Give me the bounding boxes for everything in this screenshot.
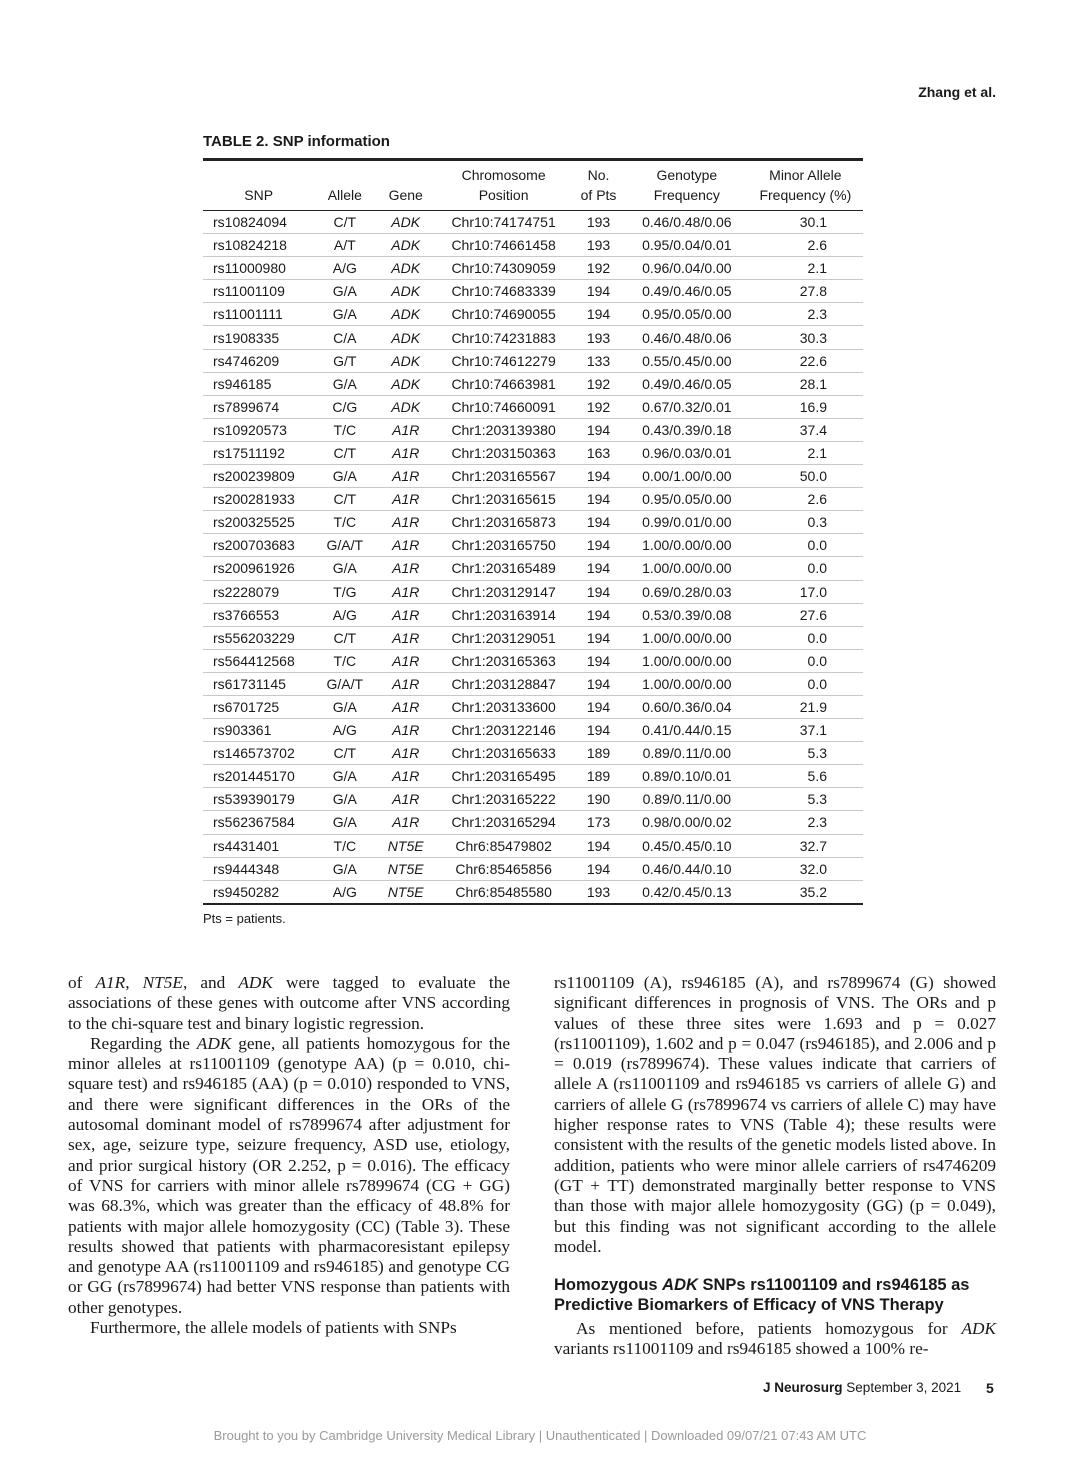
cell-snp: rs200325525 xyxy=(203,511,314,534)
cell-chrom: Chr1:203165294 xyxy=(436,811,571,834)
table-row xyxy=(203,580,863,603)
cell-snp: rs9450282 xyxy=(203,880,314,904)
cell-pts: 194 xyxy=(571,511,626,534)
table-row xyxy=(203,603,863,626)
cell-allele: T/C xyxy=(314,834,375,857)
table-row xyxy=(203,626,863,649)
cell-gene: A1R xyxy=(375,441,436,464)
table-row xyxy=(203,834,863,857)
header-maf-line1: Minor Allele xyxy=(769,167,842,183)
table-row xyxy=(203,303,863,326)
cell-gene: ADK xyxy=(375,211,436,234)
cell-snp: rs10824094 xyxy=(203,211,314,234)
cell-geno: 0.96/0.03/0.01 xyxy=(626,441,748,464)
cell-chrom: Chr1:203165873 xyxy=(436,511,571,534)
cell-gene: A1R xyxy=(375,811,436,834)
table-row xyxy=(203,257,863,280)
cell-gene: A1R xyxy=(375,765,436,788)
cell-maf: 35.2 xyxy=(748,880,863,904)
paragraph-left-2: Regarding the ADK gene, all patients homozygous for the minor alleles at rs11001109 (genotype AA) (p = 0.010, chi-square test) and rs946185 (AA) (p = 0.010) responded to VNS, and there were significant differences in the ORs of the autosomal dominant model of rs7899674 after adjustment for sex, age, seizure type, seizure frequency, ASD use, etiology, and prior surgical history (OR 2.252, p = 0.016). The efficacy of VNS for carriers with minor allele rs7899674 (CG + GG) was 68.3%, which was greater than the efficacy of 48.8% for patients with major allele homozygosity (CC) (Table 3). These results showed that patients with pharmacoresistant epilepsy and genotype AA (rs11001109 and rs946185) and genotype CG or GG (rs7899674) had better VNS response than patients with other genotypes. xyxy=(68,1033,510,1317)
cell-chrom: Chr1:203150363 xyxy=(436,441,571,464)
cell-chrom: Chr1:203129051 xyxy=(436,626,571,649)
table-row xyxy=(203,534,863,557)
cell-snp: rs7899674 xyxy=(203,395,314,418)
cell-allele: C/T xyxy=(314,441,375,464)
cell-chrom: Chr1:203128847 xyxy=(436,672,571,695)
cell-chrom: Chr1:203165750 xyxy=(436,534,571,557)
table-row xyxy=(203,372,863,395)
cell-snp: rs4746209 xyxy=(203,349,314,372)
cell-gene: ADK xyxy=(375,280,436,303)
cell-chrom: Chr1:203133600 xyxy=(436,695,571,718)
cell-maf: 28.1 xyxy=(748,372,863,395)
page-number: 5 xyxy=(986,1380,994,1396)
cell-geno: 0.45/0.45/0.10 xyxy=(626,834,748,857)
table-row xyxy=(203,326,863,349)
journal-name: J Neurosurg xyxy=(763,1380,843,1395)
cell-maf: 32.7 xyxy=(748,834,863,857)
cell-snp: rs4431401 xyxy=(203,834,314,857)
cell-maf: 0.0 xyxy=(748,672,863,695)
cell-geno: 0.42/0.45/0.13 xyxy=(626,880,748,904)
cell-allele: G/A xyxy=(314,465,375,488)
cell-maf: 30.3 xyxy=(748,326,863,349)
table-row xyxy=(203,511,863,534)
table-row xyxy=(203,211,863,234)
cell-snp: rs200703683 xyxy=(203,534,314,557)
body-column-left xyxy=(68,973,510,1338)
cell-chrom: Chr10:74231883 xyxy=(436,326,571,349)
cell-snp: rs200961926 xyxy=(203,557,314,580)
cell-chrom: Chr1:203129147 xyxy=(436,580,571,603)
table-title: TABLE 2. SNP information xyxy=(203,133,390,150)
cell-snp: rs146573702 xyxy=(203,742,314,765)
cell-snp: rs201445170 xyxy=(203,765,314,788)
cell-pts: 189 xyxy=(571,765,626,788)
cell-snp: rs11001109 xyxy=(203,280,314,303)
cell-maf: 0.0 xyxy=(748,626,863,649)
cell-chrom: Chr10:74612279 xyxy=(436,349,571,372)
cell-allele: A/G xyxy=(314,880,375,904)
cell-geno: 1.00/0.00/0.00 xyxy=(626,534,748,557)
cell-allele: G/A xyxy=(314,695,375,718)
cell-geno: 0.46/0.48/0.06 xyxy=(626,326,748,349)
cell-chrom: Chr10:74660091 xyxy=(436,395,571,418)
cell-geno: 0.99/0.01/0.00 xyxy=(626,511,748,534)
cell-pts: 192 xyxy=(571,257,626,280)
cell-allele: C/G xyxy=(314,395,375,418)
cell-pts: 194 xyxy=(571,534,626,557)
snp-table-block xyxy=(203,133,863,926)
cell-gene: A1R xyxy=(375,742,436,765)
footer-journal xyxy=(763,1380,961,1395)
running-head: Zhang et al. xyxy=(918,84,996,100)
paragraph-left-1: of A1R, NT5E, and ADK were tagged to evaluate the associations of these genes with outcome after VNS according to the chi-square test and binary logistic regression. xyxy=(68,973,511,1033)
header-gene: Gene xyxy=(375,161,436,211)
cell-pts: 194 xyxy=(571,603,626,626)
cell-geno: 0.69/0.28/0.03 xyxy=(626,580,748,603)
cell-gene: ADK xyxy=(375,395,436,418)
cell-maf: 21.9 xyxy=(748,695,863,718)
cell-maf: 2.3 xyxy=(748,811,863,834)
header-chromosome-position xyxy=(436,161,571,211)
paragraph-right-1: rs11001109 (A), rs946185 (A), and rs7899674 (G) showed significant differences in prognosis of VNS. The ORs and p values of these three sites were 1.693 and p = 0.027 (rs11001109), 1.602 and p = 0.047 (rs946185), and 2.006 and p = 0.019 (rs7899674). These values indicate that carriers of allele A (rs11001109 and rs946185 vs carriers of allele G) and carriers of allele G (rs7899674 vs carriers of allele C) may have higher response rates to VNS (Table 4); these results were consistent with the results of the genetic models listed above. In addition, patients who were minor allele carriers of rs4746209 (GT + TT) demonstrated marginally better response to VNS than those with major allele homozygosity (GG) (p = 0.049), but this finding was not significant according to the allele model. xyxy=(554,973,997,1256)
cell-maf: 5.3 xyxy=(748,788,863,811)
cell-snp: rs6701725 xyxy=(203,695,314,718)
cell-gene: NT5E xyxy=(375,880,436,904)
cell-geno: 0.95/0.04/0.01 xyxy=(626,234,748,257)
cell-maf: 27.6 xyxy=(748,603,863,626)
paragraph-left-3: Furthermore, the allele models of patients with SNPs xyxy=(90,1318,457,1338)
cell-pts: 173 xyxy=(571,811,626,834)
cell-geno: 1.00/0.00/0.00 xyxy=(626,557,748,580)
cell-maf: 0.0 xyxy=(748,534,863,557)
cell-geno: 0.49/0.46/0.05 xyxy=(626,280,748,303)
cell-gene: ADK xyxy=(375,349,436,372)
cell-allele: G/A xyxy=(314,280,375,303)
table-row xyxy=(203,742,863,765)
cell-geno: 0.89/0.11/0.00 xyxy=(626,788,748,811)
cell-geno: 0.46/0.48/0.06 xyxy=(626,211,748,234)
cell-geno: 1.00/0.00/0.00 xyxy=(626,649,748,672)
cell-chrom: Chr1:203163914 xyxy=(436,603,571,626)
table-row xyxy=(203,441,863,464)
cell-pts: 194 xyxy=(571,719,626,742)
cell-maf: 37.1 xyxy=(748,719,863,742)
cell-allele: C/T xyxy=(314,488,375,511)
cell-gene: A1R xyxy=(375,465,436,488)
cell-pts: 190 xyxy=(571,788,626,811)
cell-allele: T/C xyxy=(314,418,375,441)
table-row xyxy=(203,857,863,880)
cell-pts: 163 xyxy=(571,441,626,464)
table-row xyxy=(203,488,863,511)
cell-allele: C/A xyxy=(314,326,375,349)
cell-pts: 194 xyxy=(571,626,626,649)
cell-allele: G/A/T xyxy=(314,534,375,557)
cell-chrom: Chr1:203165633 xyxy=(436,742,571,765)
cell-maf: 50.0 xyxy=(748,465,863,488)
cell-gene: A1R xyxy=(375,534,436,557)
section-heading: Homozygous ADK SNPs rs11001109 and rs946185 as Predictive Biomarkers of Efficacy of VNS Therapy xyxy=(554,1276,970,1315)
cell-pts: 194 xyxy=(571,649,626,672)
cell-snp: rs11001111 xyxy=(203,303,314,326)
header-pts-line1: No. xyxy=(587,167,610,183)
cell-allele: G/A/T xyxy=(314,672,375,695)
journal-date: September 3, 2021 xyxy=(846,1380,962,1395)
cell-pts: 194 xyxy=(571,834,626,857)
cell-allele: C/T xyxy=(314,626,375,649)
cell-maf: 0.0 xyxy=(748,649,863,672)
cell-snp: rs562367584 xyxy=(203,811,314,834)
header-pts-line2: of Pts xyxy=(580,187,617,203)
table-row xyxy=(203,280,863,303)
cell-maf: 2.6 xyxy=(748,234,863,257)
header-chromosome-line2: Position xyxy=(478,187,529,203)
cell-maf: 27.8 xyxy=(748,280,863,303)
cell-geno: 0.67/0.32/0.01 xyxy=(626,395,748,418)
download-note: Brought to you by Cambridge University Medical Library | Unauthenticated | Downloaded 09/07/21 07:43 AM UTC xyxy=(213,1428,867,1443)
cell-maf: 2.3 xyxy=(748,303,863,326)
cell-maf: 17.0 xyxy=(748,580,863,603)
cell-maf: 2.1 xyxy=(748,257,863,280)
cell-geno: 0.96/0.04/0.00 xyxy=(626,257,748,280)
cell-chrom: Chr1:203165363 xyxy=(436,649,571,672)
cell-snp: rs11000980 xyxy=(203,257,314,280)
cell-snp: rs1908335 xyxy=(203,326,314,349)
cell-chrom: Chr1:203139380 xyxy=(436,418,571,441)
cell-allele: C/T xyxy=(314,211,375,234)
table-body xyxy=(203,211,863,904)
cell-maf: 5.6 xyxy=(748,765,863,788)
cell-chrom: Chr10:74683339 xyxy=(436,280,571,303)
cell-geno: 0.89/0.11/0.00 xyxy=(626,742,748,765)
cell-maf: 5.3 xyxy=(748,742,863,765)
cell-gene: ADK xyxy=(375,372,436,395)
cell-maf: 2.1 xyxy=(748,441,863,464)
cell-allele: T/C xyxy=(314,511,375,534)
cell-allele: A/T xyxy=(314,234,375,257)
cell-gene: A1R xyxy=(375,788,436,811)
cell-allele: C/T xyxy=(314,742,375,765)
header-no-pts xyxy=(571,161,626,211)
cell-chrom: Chr6:85479802 xyxy=(436,834,571,857)
table-row xyxy=(203,695,863,718)
table-row xyxy=(203,418,863,441)
cell-geno: 0.41/0.44/0.15 xyxy=(626,719,748,742)
cell-allele: A/G xyxy=(314,719,375,742)
cell-snp: rs946185 xyxy=(203,372,314,395)
cell-chrom: Chr10:74174751 xyxy=(436,211,571,234)
cell-pts: 194 xyxy=(571,488,626,511)
cell-maf: 22.6 xyxy=(748,349,863,372)
cell-maf: 32.0 xyxy=(748,857,863,880)
table-row xyxy=(203,395,863,418)
cell-pts: 194 xyxy=(571,557,626,580)
cell-chrom: Chr10:74690055 xyxy=(436,303,571,326)
cell-pts: 133 xyxy=(571,349,626,372)
cell-geno: 0.49/0.46/0.05 xyxy=(626,372,748,395)
header-genotype-frequency xyxy=(626,161,748,211)
cell-pts: 192 xyxy=(571,372,626,395)
cell-gene: ADK xyxy=(375,326,436,349)
table-row xyxy=(203,234,863,257)
cell-pts: 194 xyxy=(571,280,626,303)
cell-allele: T/C xyxy=(314,649,375,672)
cell-snp: rs903361 xyxy=(203,719,314,742)
cell-pts: 194 xyxy=(571,465,626,488)
cell-maf: 30.1 xyxy=(748,211,863,234)
cell-pts: 193 xyxy=(571,326,626,349)
snp-table xyxy=(203,158,863,905)
cell-allele: A/G xyxy=(314,257,375,280)
cell-geno: 0.00/1.00/0.00 xyxy=(626,465,748,488)
table-row xyxy=(203,765,863,788)
cell-allele: G/A xyxy=(314,811,375,834)
cell-chrom: Chr6:85465856 xyxy=(436,857,571,880)
cell-chrom: Chr10:74309059 xyxy=(436,257,571,280)
table-header-row xyxy=(203,161,863,211)
cell-pts: 193 xyxy=(571,880,626,904)
cell-allele: G/T xyxy=(314,349,375,372)
cell-gene: ADK xyxy=(375,257,436,280)
cell-pts: 189 xyxy=(571,742,626,765)
cell-snp: rs10824218 xyxy=(203,234,314,257)
cell-gene: A1R xyxy=(375,719,436,742)
cell-pts: 194 xyxy=(571,303,626,326)
cell-snp: rs200239809 xyxy=(203,465,314,488)
cell-snp: rs10920573 xyxy=(203,418,314,441)
cell-maf: 0.3 xyxy=(748,511,863,534)
cell-geno: 0.53/0.39/0.08 xyxy=(626,603,748,626)
cell-pts: 194 xyxy=(571,857,626,880)
cell-chrom: Chr10:74661458 xyxy=(436,234,571,257)
header-maf-line2: Frequency (%) xyxy=(759,187,852,203)
cell-maf: 37.4 xyxy=(748,418,863,441)
table-row xyxy=(203,349,863,372)
header-snp: SNP xyxy=(203,161,314,211)
cell-pts: 192 xyxy=(571,395,626,418)
cell-allele: G/A xyxy=(314,303,375,326)
cell-chrom: Chr10:74663981 xyxy=(436,372,571,395)
cell-snp: rs200281933 xyxy=(203,488,314,511)
cell-geno: 1.00/0.00/0.00 xyxy=(626,672,748,695)
cell-gene: A1R xyxy=(375,603,436,626)
cell-maf: 16.9 xyxy=(748,395,863,418)
cell-snp: rs564412568 xyxy=(203,649,314,672)
cell-geno: 0.95/0.05/0.00 xyxy=(626,488,748,511)
table-row xyxy=(203,811,863,834)
header-minor-allele-frequency xyxy=(748,161,863,211)
cell-chrom: Chr1:203165567 xyxy=(436,465,571,488)
cell-snp: rs2228079 xyxy=(203,580,314,603)
cell-allele: G/A xyxy=(314,372,375,395)
cell-gene: NT5E xyxy=(375,834,436,857)
cell-pts: 194 xyxy=(571,695,626,718)
header-geno-line1: Genotype xyxy=(656,167,718,183)
cell-geno: 0.98/0.00/0.02 xyxy=(626,811,748,834)
cell-pts: 194 xyxy=(571,672,626,695)
cell-chrom: Chr1:203165222 xyxy=(436,788,571,811)
cell-allele: G/A xyxy=(314,788,375,811)
cell-geno: 0.60/0.36/0.04 xyxy=(626,695,748,718)
table-row xyxy=(203,649,863,672)
cell-snp: rs539390179 xyxy=(203,788,314,811)
table-row xyxy=(203,465,863,488)
cell-snp: rs61731145 xyxy=(203,672,314,695)
cell-chrom: Chr6:85485580 xyxy=(436,880,571,904)
cell-geno: 1.00/0.00/0.00 xyxy=(626,626,748,649)
cell-allele: G/A xyxy=(314,857,375,880)
cell-maf: 0.0 xyxy=(748,557,863,580)
cell-maf: 2.6 xyxy=(748,488,863,511)
cell-geno: 0.95/0.05/0.00 xyxy=(626,303,748,326)
table-row xyxy=(203,719,863,742)
header-chromosome-line1: Chromosome xyxy=(461,167,546,183)
cell-pts: 193 xyxy=(571,234,626,257)
cell-geno: 0.43/0.39/0.18 xyxy=(626,418,748,441)
cell-allele: A/G xyxy=(314,603,375,626)
cell-geno: 0.46/0.44/0.10 xyxy=(626,857,748,880)
cell-chrom: Chr1:203165489 xyxy=(436,557,571,580)
cell-chrom: Chr1:203165615 xyxy=(436,488,571,511)
cell-pts: 194 xyxy=(571,580,626,603)
table-row xyxy=(203,557,863,580)
cell-gene: A1R xyxy=(375,557,436,580)
cell-allele: G/A xyxy=(314,765,375,788)
cell-gene: ADK xyxy=(375,234,436,257)
cell-gene: A1R xyxy=(375,626,436,649)
cell-snp: rs17511192 xyxy=(203,441,314,464)
cell-gene: A1R xyxy=(375,672,436,695)
cell-chrom: Chr1:203122146 xyxy=(436,719,571,742)
cell-allele: G/A xyxy=(314,557,375,580)
cell-gene: A1R xyxy=(375,580,436,603)
cell-gene: ADK xyxy=(375,303,436,326)
cell-pts: 193 xyxy=(571,211,626,234)
cell-gene: A1R xyxy=(375,418,436,441)
header-geno-line2: Frequency xyxy=(653,187,720,203)
cell-gene: A1R xyxy=(375,511,436,534)
table-row xyxy=(203,672,863,695)
cell-gene: A1R xyxy=(375,695,436,718)
cell-snp: rs556203229 xyxy=(203,626,314,649)
cell-pts: 194 xyxy=(571,418,626,441)
cell-chrom: Chr1:203165495 xyxy=(436,765,571,788)
paragraph-right-2: As mentioned before, patients homozygous for ADK variants rs11001109 and rs946185 showed a 100% re- xyxy=(554,1319,996,1359)
table-row xyxy=(203,880,863,904)
header-allele: Allele xyxy=(314,161,375,211)
cell-geno: 0.89/0.10/0.01 xyxy=(626,765,748,788)
table-row xyxy=(203,788,863,811)
cell-gene: A1R xyxy=(375,488,436,511)
cell-snp: rs3766553 xyxy=(203,603,314,626)
cell-geno: 0.55/0.45/0.00 xyxy=(626,349,748,372)
table-footnote: Pts = patients. xyxy=(203,910,286,926)
cell-gene: A1R xyxy=(375,649,436,672)
cell-allele: T/G xyxy=(314,580,375,603)
cell-snp: rs9444348 xyxy=(203,857,314,880)
cell-gene: NT5E xyxy=(375,857,436,880)
body-column-right xyxy=(554,973,996,1360)
